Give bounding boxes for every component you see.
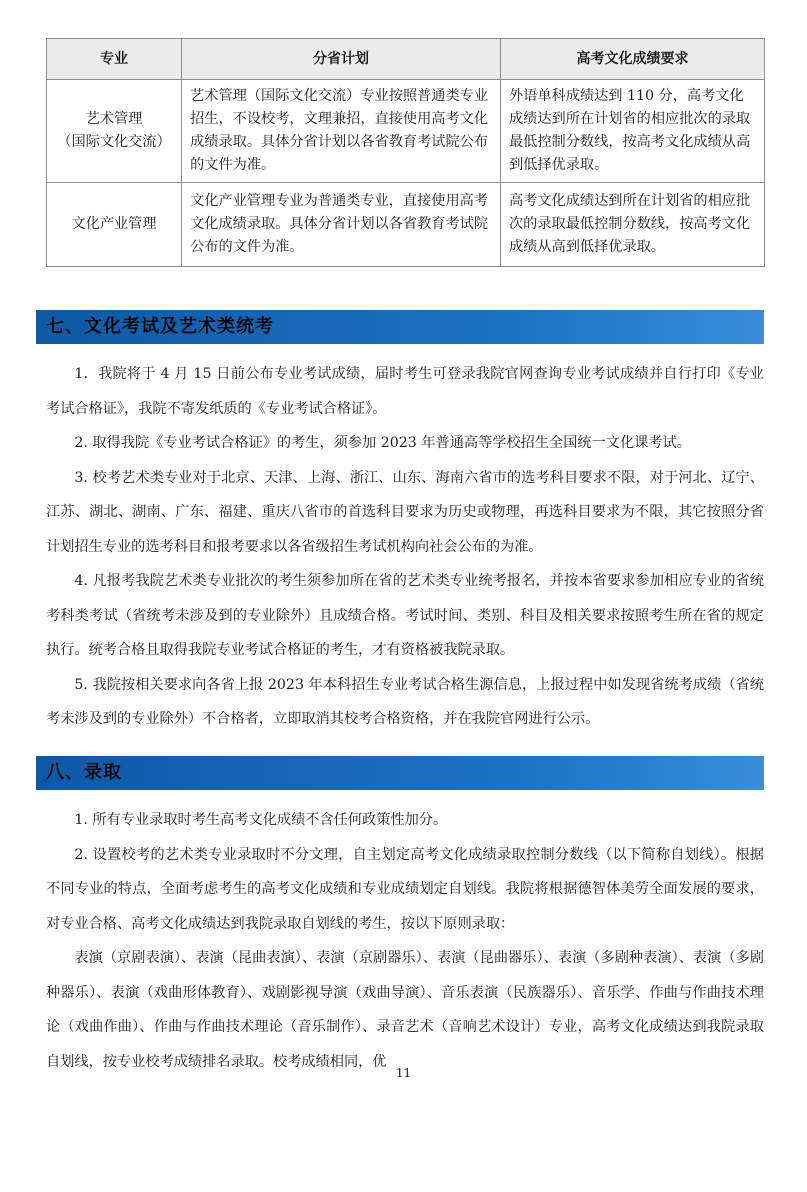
paragraph: 3. 校考艺术类专业对于北京、天津、上海、浙江、山东、海南六省市的选考科目要求不限，对于河北、辽宁、江苏、湖北、湖南、广东、福建、重庆八省市的首选科目要求为历史或物理，再选科目要求为不限，其它按照分省计划招生专业的选考科目和报考要求以各省级招生考试机构向社会公布的为准。 — [46, 469, 764, 555]
cell-major — [47, 80, 182, 183]
paragraph: 5. 我院按相关要求向各省上报 2023 年本科招生专业考试合格生源信息，上报过程中如发现省统考成绩（省统考未涉及到的专业除外）不合格者，立即取消其校考合格资格，并在我院官网进行公示。 — [46, 676, 764, 727]
section-7-body — [46, 357, 764, 737]
section-8-body — [46, 803, 764, 1079]
paragraph: 1. 所有专业录取时考生高考文化成绩不含任何政策性加分。 — [74, 812, 448, 828]
table-row — [47, 183, 765, 267]
paragraph: 2. 设置校考的艺术类专业录取时不分文理，自主划定高考文化成绩录取控制分数线（以下简称自划线）。根据不同专业的特点，全面考虑考生的高考文化成绩和专业成绩划定自划线。我院将根据德智体美劳全面发展的要求，对专业合格、高考文化成绩达到我院录取自划线的考生，按以下原则录取： — [46, 846, 764, 932]
cell-requirement: 高考文化成绩达到所在计划省的相应批次的录取最低控制分数线，按高考文化成绩从高到低择优录取。 — [500, 183, 764, 267]
cell-plan: 文化产业管理专业为普通类专业，直接使用高考文化成绩录取。具体分省计划以各省教育考试院公布的文件为准。 — [182, 183, 501, 267]
table-header-row — [47, 39, 765, 80]
cell-major: 文化产业管理 — [47, 183, 182, 267]
paragraph: 1．我院将于 4 月 15 日前公布专业考试成绩，届时考生可登录我院官网查询专业考试成绩并自行打印《专业考试合格证》，我院不寄发纸质的《专业考试合格证》。 — [46, 366, 764, 417]
header-plan: 分省计划 — [182, 39, 501, 80]
admission-plan-table — [46, 38, 765, 267]
paragraph: 2. 取得我院《专业考试合格证》的考生，须参加 2023 年普通高等学校招生全国统一文化课考试。 — [74, 435, 691, 451]
cell-requirement: 外语单科成绩达到 110 分，高考文化成绩达到所在计划省的相应批次的录取最低控制分数线，按高考文化成绩从高到低择优录取。 — [500, 80, 764, 183]
major-name: 艺术管理 （国际文化交流） — [57, 111, 171, 150]
paragraph: 4. 凡报考我院艺术类专业批次的考生须参加所在省的艺术类专业统考报名，并按本省要求参加相应专业的省统考科类考试（省统考未涉及到的专业除外）且成绩合格。考试时间、类别、科目及相关要求按照考生所在省的规定执行。统考合格且取得我院专业考试合格证的考生，才有资格被我院录取。 — [46, 573, 764, 658]
header-requirement: 高考文化成绩要求 — [500, 39, 764, 80]
section-8-heading: 八、录取 — [36, 756, 764, 790]
table-row — [47, 80, 765, 183]
cell-plan: 艺术管理（国际文化交流）专业按照普通类专业招生，不设校考，文理兼招，直接使用高考文化成绩录取。具体分省计划以各省教育考试院公布的文件为准。 — [182, 80, 501, 183]
page-number: 11 — [395, 1066, 412, 1080]
paragraph: 表演（京剧表演）、表演（昆曲表演）、表演（京剧器乐）、表演（昆曲器乐）、表演（多剧种表演）、表演（多剧种器乐）、表演（戏曲形体教育）、戏剧影视导演（戏曲导演）、音乐表演（民族器乐）、音乐学、作曲与作曲技术理论（戏曲作曲）、作曲与作曲技术理论（音乐制作）、录音艺术（音响艺术设计）专业，高考文化成绩达到我院录取自划线，按专业校考成绩排名录取。校考成绩相同，优 — [46, 950, 764, 1070]
section-7-heading: 七、文化考试及艺术类统考 — [36, 310, 764, 344]
header-major: 专业 — [47, 39, 182, 80]
